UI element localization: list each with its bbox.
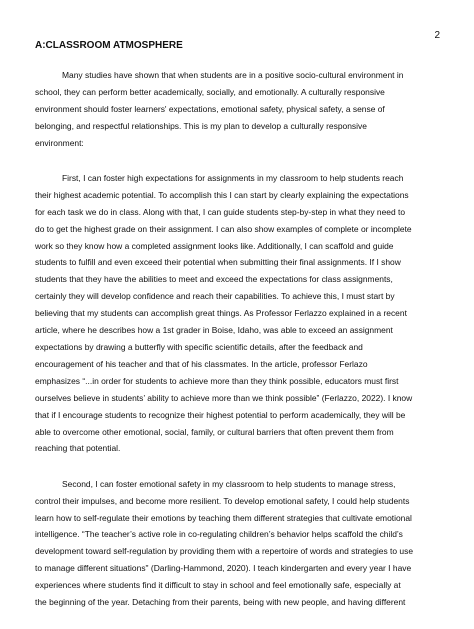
paragraph-high-expectations <box>35 170 441 457</box>
paragraph-line: ourselves believe in students’ ability to achieve more than we think possible” (Ferlazzo, 2022). I know <box>35 392 413 403</box>
body-text <box>35 67 441 629</box>
paragraph-line: able to overcome other emotional, social, family, or cultural barriers that often prevent them from <box>35 426 394 437</box>
paragraph-line: Many studies have shown that when students are in a positive socio-cultural environment in <box>62 70 404 80</box>
paragraph-line: belonging, and respectful relationships. This is my plan to develop a culturally responsive <box>35 120 367 131</box>
paragraph-line: article, where he describes how a 1st grader in Boise, Idaho, was able to exceed an assignment <box>35 325 393 336</box>
paragraph-line: expectations by drawing a butterfly with specific scientific details, after the feedback and <box>35 341 363 352</box>
paragraph-line: encouragement of his teacher and that of his classmates. In the article, professor Ferlazo <box>35 358 368 369</box>
paragraph-line: to manage different situations" (Darling-Hammond, 2020). I teach kindergarten and every year I have <box>35 563 412 574</box>
paragraph-emotional-safety <box>35 476 441 611</box>
paragraph-line: control their impulses, and become more resilient. To develop emotional safety, I could help students <box>35 495 410 506</box>
paragraph-intro <box>35 67 441 152</box>
paragraph-line: development toward self-regulation by providing them with a repertoire of words and strategies to use <box>35 546 414 557</box>
section-heading: A:CLASSROOM ATMOSPHERE <box>35 40 183 51</box>
paragraph-line: for each task we do in class. Along with that, I can guide students step-by-step in what they need to <box>35 206 406 217</box>
paragraph-line: work so they know how a completed assignment looks like. Additionally, I can scaffold and guide <box>35 240 394 251</box>
paragraph-line: the beginning of the year. Detaching from their parents, being with new people, and having different <box>35 597 406 608</box>
paragraph-line: students to fulfill and even exceed their potential when submitting their final assignments. If I show <box>35 257 401 268</box>
paragraph-line: learn how to self-regulate their emotions by teaching them different strategies that cultivate emotional <box>35 512 412 523</box>
page-number: 2 <box>434 30 440 41</box>
paragraph-line: intelligence. “The teacher’s active role in co-regulating children’s behavior helps scaffold the child’s <box>35 529 403 540</box>
paragraph-line: emphasizes “...in order for students to achieve more than they think possible, educators must first <box>35 375 399 386</box>
paragraph-line: do to get the highest grade on their assignment. I can also show examples of complete or incomplete <box>35 223 412 234</box>
paragraph-line: students that they have the abilities to meet and exceed the expectations for class assignments, <box>35 274 393 285</box>
paragraph-line: First, I can foster high expectations for assignments in my classroom to help students reach <box>62 172 404 183</box>
paragraph-line: environment should foster learners' expectations, emotional safety, physical safety, a sense of <box>35 103 385 114</box>
paragraph-line: believing that my students can accomplish great things. As Professor Ferlazzo explained in a recent <box>35 308 407 319</box>
paragraph-line: environment: <box>35 137 84 148</box>
paragraph-line: school, they can perform better academically, socially, and emotionally. A culturally responsive <box>35 86 385 97</box>
paragraph-line: that if I encourage students to recognize their highest potential to perform academically, they will be <box>35 409 406 420</box>
paragraph-line: certainly they will develop confidence and reach their capabilities. To achieve this, I must start by <box>35 291 395 302</box>
paragraph-line: experiences where students find it difficult to stay in school and feel emotionally safe, especially at <box>35 580 401 591</box>
paragraph-line: reaching that potential. <box>35 443 121 454</box>
paragraph-line: their highest academic potential. To accomplish this I can start by clearly explaining the expectations <box>35 189 409 200</box>
paragraph-line: Second, I can foster emotional safety in my classroom to help students to manage stress, <box>62 478 396 489</box>
